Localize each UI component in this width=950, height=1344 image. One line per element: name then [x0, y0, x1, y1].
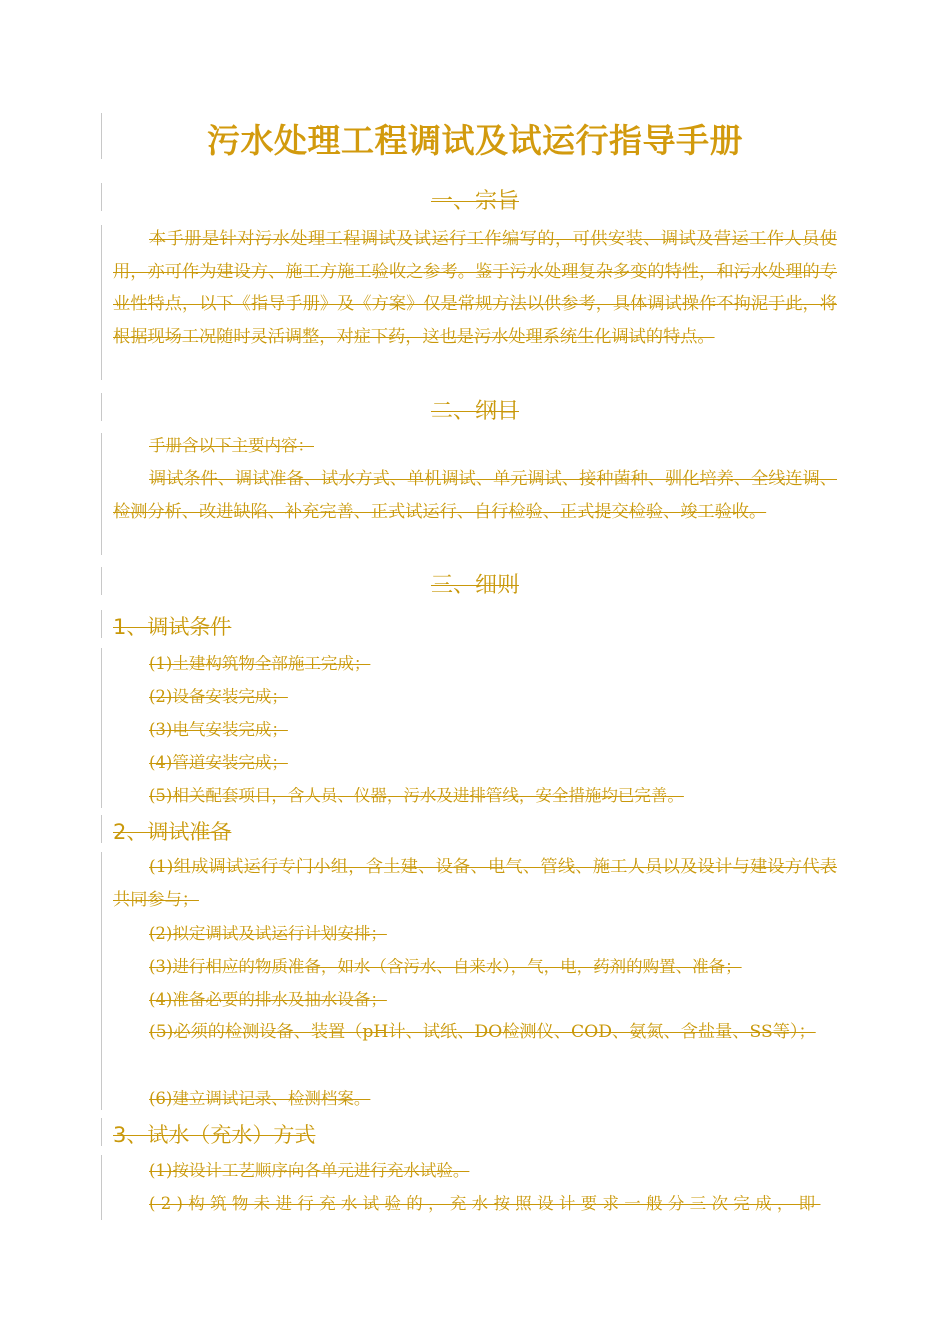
list-item: (5)相关配套项目，含人员、仪器，污水及进排管线，安全措施均已完善。 [149, 786, 684, 805]
list-item: (2)拟定调试及试运行计划安排； [149, 924, 387, 943]
section-heading-purpose: 一、宗旨 [430, 189, 519, 214]
change-bar [101, 393, 102, 421]
list-item: (2)设备安装完成； [149, 687, 288, 706]
change-bar [101, 1155, 102, 1220]
change-bar [101, 815, 102, 843]
list-item: (3)进行相应的物质准备，如水（含污水、自来水），气，电，药剂的购置、准备； [149, 957, 742, 976]
change-bar [101, 113, 102, 159]
list-item: (1)按设计工艺顺序向各单元进行充水试验。 [149, 1161, 470, 1180]
list-item: (4)准备必要的排水及抽水设备； [149, 990, 387, 1009]
purpose-paragraph: 本手册是针对污水处理工程调试及试运行工作编写的，可供安装、调试及营运工作人员使用，亦可作为建设方、施工方施工验收之参考。鉴于污水处理复杂多变的特性，和污水处理的专业性特点，以下《指导手册》及《方案》仅是常规方法以供参考，具体调试操作不拘泥于此，将根据现场工况随时灵活调整，对症下药，这也是污水处理系统生化调试的特点。 [113, 229, 837, 347]
outline-paragraph: 调试条件、调试准备、试水方式、单机调试、单元调试、接种菌种、驯化培养、全线连调、检测分析、改进缺陷、补充完善、正式试运行、自行检验、正式提交检验、竣工验收。 [113, 469, 837, 522]
change-bar [101, 1118, 102, 1146]
list-item: (2)构筑物未进行充水试验的，充水按照设计要求一般分三次完成，即 [149, 1194, 821, 1213]
change-bar [101, 852, 102, 1110]
section-heading-outline: 二、纲目 [430, 399, 519, 424]
change-bar [101, 183, 102, 211]
list-item: (3)电气安装完成； [149, 720, 288, 739]
subsection-heading-preparation: 2、调试准备 [113, 820, 232, 844]
list-item: (4)管道安装完成； [149, 753, 288, 772]
section-heading-details: 三、细则 [430, 573, 519, 598]
subsection-heading-water-test: 3、试水（充水）方式 [113, 1123, 316, 1147]
change-bar [101, 567, 102, 595]
list-item: (1)组成调试运行专门小组，含土建、设备、电气、管线、施工人员以及设计与建设方代表共同参与； [113, 857, 837, 910]
list-item: (1)土建构筑物全部施工完成； [149, 654, 371, 673]
outline-intro: 手册含以下主要内容： [149, 436, 314, 455]
change-bar [101, 433, 102, 555]
change-bar [101, 648, 102, 808]
list-item: (6)建立调试记录、检测档案。 [149, 1089, 371, 1108]
change-bar [101, 225, 102, 380]
change-bar [101, 610, 102, 638]
document-title: 污水处理工程调试及试运行指导手册 [207, 121, 743, 160]
subsection-heading-conditions: 1、调试条件 [113, 615, 232, 639]
list-item: (5)必须的检测设备、装置（pH计、试纸、DO检测仪、COD、氨氮、含盐量、SS等）； [149, 1022, 816, 1042]
